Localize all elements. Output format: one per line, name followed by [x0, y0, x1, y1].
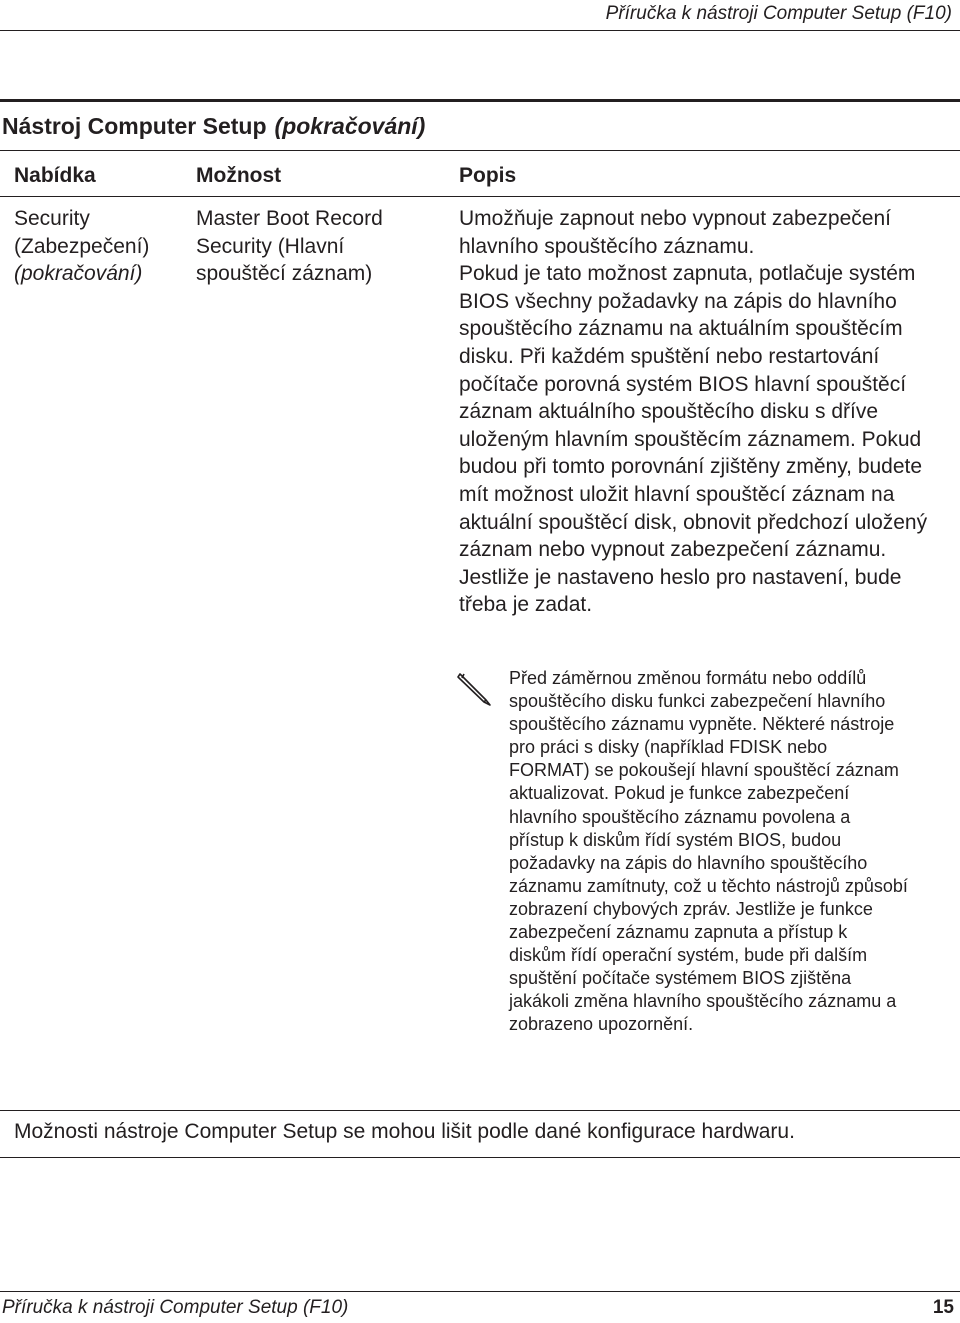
table-title [2, 113, 425, 140]
menu-continued: (pokračování) [14, 262, 143, 285]
page-number: 15 [932, 1297, 954, 1318]
table-footnote: Možnosti nástroje Computer Setup se mohou lišit podle dané konfigurace hardwaru. [14, 1120, 795, 1143]
note-text: Před záměrnou změnou formátu nebo oddílů spouštěcího disku funkci zabezpečení hlavního spouštěcího záznamu vypněte. Některé nástroje pro práci s disky (například FDISK nebo FORMAT) se pokoušejí hlavní spouštěcí záznam aktualizovat. Pokud je funkce zabezpečení hlavního spouštěcího záznamu povolena a přístup k diskům řídí systém BIOS, budou požadavky na zápis do hlavního spouštěcího záznamu zamítnuty, což u těchto nástrojů způsobí zobrazení chybových zpráv. Jestliže je funkce zabezpečení záznamu zapnuta a přístup k diskům řídí operační systém, bude při dalším spuštění počítače systémem BIOS zjištěna jakákoli změna hlavního spouštěcího záznamu a zobrazeno upozornění. [509, 668, 908, 1035]
table-title-continued: (pokračování) [274, 113, 426, 139]
footnote-top-rule [0, 1110, 960, 1111]
table-title-text: Nástroj Computer Setup [2, 113, 267, 139]
option-line-1: Master Boot Record [196, 207, 383, 230]
description-body: Pokud je tato možnost zapnuta, potlačuje systém BIOS všechny požadavky na zápis do hlavního spouštěcího záznamu na aktuálním spouštěcím disku. Při každém spuštění nebo restartování počítače porovná systém BIOS hlavní spouštěcí záznam aktuálního spouštěcího disku s dříve uloženým hlavním spouštěcím záznamem. Pokud budou při tomto porovnání zjištěny změny, budete mít možnost uložit hlavní spouštěcí záznam na aktuální spouštěcí disk, obnovit předchozí uložený záznam nebo vypnout zabezpečení záznamu. Jestliže je nastaveno heslo pro nastavení, bude třeba je zadat. [459, 262, 928, 617]
column-header-option: Možnost [196, 164, 282, 187]
cell-description [459, 205, 954, 619]
cell-option [196, 205, 383, 288]
description-intro: Umožňuje zapnout nebo vypnout zabezpečení hlavního spouštěcího záznamu. [459, 207, 891, 258]
option-line-2: Security (Hlavní [196, 234, 345, 258]
page-footer [2, 1297, 954, 1319]
header-rule [0, 30, 960, 31]
table-bottom-rule [0, 1157, 960, 1158]
column-header-menu: Nabídka [14, 164, 96, 187]
column-header-top-rule [0, 150, 960, 151]
cell-menu [14, 205, 149, 288]
running-header: Příručka k nástroji Computer Setup (F10) [605, 3, 952, 24]
menu-name: Security [14, 207, 90, 230]
table-top-rule [0, 99, 960, 102]
column-header-bottom-rule [0, 196, 960, 197]
pencil-note-icon [456, 669, 496, 709]
menu-translation: (Zabezpečení) [14, 234, 150, 258]
column-header-description: Popis [459, 164, 517, 187]
footer-rule [0, 1291, 960, 1292]
footer-title: Příručka k nástroji Computer Setup (F10) [2, 1297, 349, 1318]
option-line-3: spouštěcí záznam) [196, 262, 373, 285]
